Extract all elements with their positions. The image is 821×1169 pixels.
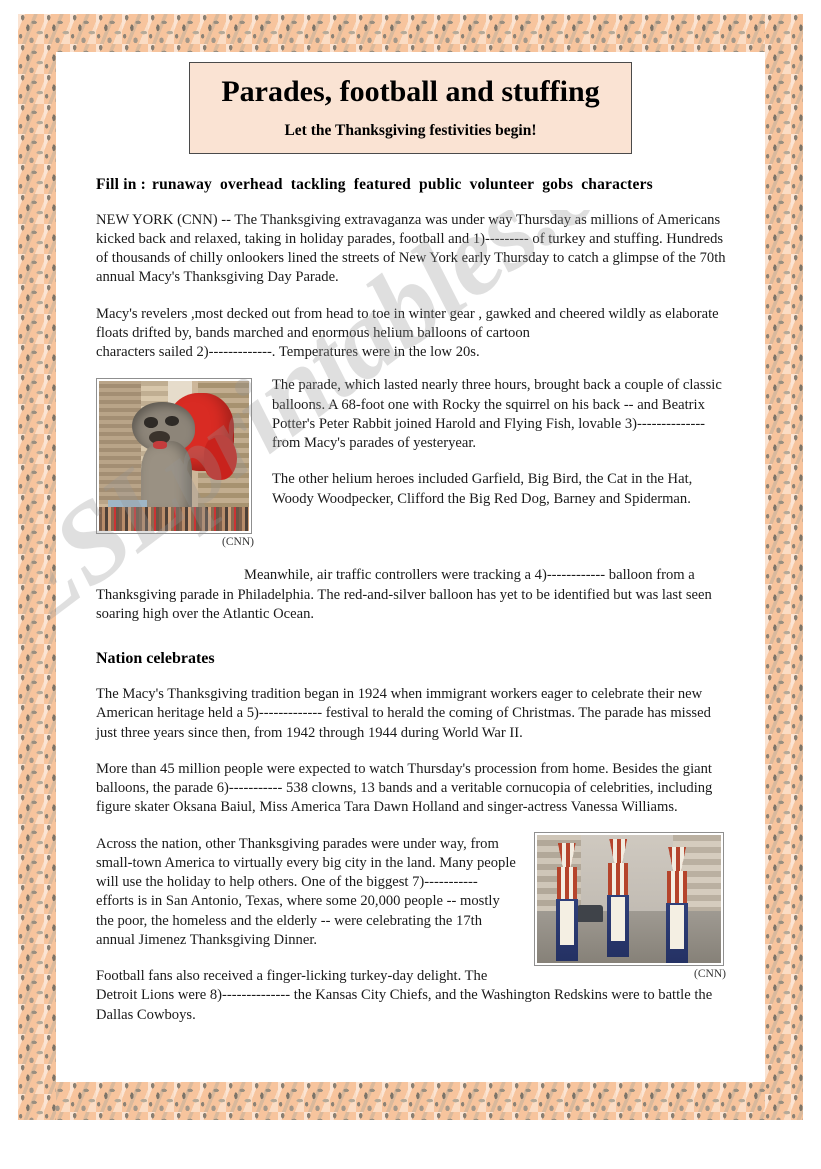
photo-dog-body	[141, 441, 192, 516]
word-bank	[96, 176, 730, 194]
figure-stilts-frame	[534, 832, 724, 966]
word-bank-item-8[interactable]: characters	[581, 175, 653, 193]
photo-building-left	[99, 381, 144, 504]
parade-balloon-photo	[99, 381, 249, 531]
photo-dog-eye-left	[144, 417, 158, 428]
figure-parade-balloon	[96, 378, 258, 548]
page-subtitle: Let the Thanksgiving festivities begin!	[284, 121, 537, 139]
word-bank-item-6[interactable]: volunteer	[469, 175, 535, 193]
photo-stilt-hat-3	[668, 847, 686, 873]
stilt-walkers-photo	[537, 835, 721, 963]
paragraph-5	[96, 566, 730, 624]
paragraph-9: Football fans also received a finger-licking turkey-day delight. The Detroit Lions were 8)-------------- the Kansas City Chiefs, and the Washington Redskins were to battle the Dallas Cowboys.	[96, 968, 713, 1023]
photo-stilt-hat-1	[558, 843, 576, 869]
photo-stilt-torso-1	[557, 867, 577, 901]
worksheet-content	[96, 62, 730, 1025]
word-bank-item-3[interactable]: tackling	[290, 175, 346, 193]
word-bank-item-4[interactable]: featured	[353, 175, 412, 193]
page-title: Parades, football and stuffing	[221, 75, 600, 108]
figure-stilt-walkers	[534, 832, 730, 980]
paragraph-1: NEW YORK (CNN) -- The Thanksgiving extravaganza was under way Thursday as millions of Americans kicked back and relaxed, taking in holiday parades, football and 1)--------- of turkey and stuffing. Hundreds of thousands of chilly onlookers lined the streets of New York early Thursday to catch a glimpse of the 70th annual Macy's Thanksgiving Day Parade.	[96, 211, 726, 286]
word-bank-item-2[interactable]: overhead	[220, 175, 283, 193]
paragraph-3: The parade, which lasted nearly three hours, brought back a couple of classic balloons. A 68-foot one with Rocky the squirrel on his back -- and Beatrix Potter's Peter Rabbit joined Harold and Flying Fish, lovable 3)-------------- from Macy's parades of yesteryear.	[272, 377, 722, 451]
paragraph-5-line-a: Meanwhile, air traffic controllers were tracking a 4)------------	[244, 567, 606, 584]
photo-dog-tongue	[153, 441, 167, 449]
photo-crowd	[99, 507, 249, 531]
word-bank-item-5[interactable]: public	[419, 175, 462, 193]
word-bank-item-1[interactable]: runaway	[152, 175, 212, 193]
title-box	[189, 62, 632, 154]
figure-balloon-frame	[96, 378, 252, 534]
photo-stilt-apron-2	[611, 897, 625, 941]
photo-stilt-apron-3	[670, 905, 684, 949]
figure-stilts-caption: (CNN)	[694, 967, 726, 980]
figure-balloon-caption: (CNN)	[222, 536, 254, 549]
photo-dog-eye-right	[165, 416, 179, 427]
paragraph-2	[96, 305, 730, 363]
paragraph-8: Across the nation, other Thanksgiving parades were under way, from small-town America to virtually every big city in the land. Many people will use the holiday to help others. One of the biggest 7)----------- efforts is in San Antonio, Texas, where some 20,000 people -- mostly the poor, the homeless and the elderly -- were celebrating the 17th annual Jimenez Thanksgiving Dinner.	[96, 835, 516, 948]
photo-red-balloon-ear	[204, 435, 237, 480]
paragraph-6: The Macy's Thanksgiving tradition began in 1924 when immigrant workers eager to celebrate their new American heritage held a 5)------------- festival to herald the coming of Christmas. The parade has missed just three years since then, from 1942 through 1944 during World War II.	[96, 686, 711, 741]
paragraph-4: The other helium heroes included Garfield, Big Bird, the Cat in the Hat, Woody Woodpecker, Clifford the Big Red Dog, Barney and Spiderman.	[272, 471, 693, 507]
photo-stilt-torso-2	[608, 863, 628, 897]
paragraph-7: More than 45 million people were expected to watch Thursday's procession from home. Besides the giant balloons, the parade 6)----------- 538 clowns, 13 bands and a veritable cornucopia of celebrities, including figure skater Oksana Baiul, Miss America Tara Dawn Holland and singer-actress Vanessa Williams.	[96, 760, 713, 816]
section-heading-nation-celebrates: Nation celebrates	[96, 650, 215, 667]
photo-stilt-walker-2	[603, 839, 633, 963]
word-bank-item-7[interactable]: gobs	[542, 175, 574, 193]
photo-stilt-walker-3	[662, 847, 692, 963]
paragraph-2-line-a: Macy's revelers ,most decked out from head to toe in winter gear , gawked and cheered wildly as elaborate floats drifted by, bands marched and enormous helium balloons of cartoon	[96, 305, 719, 341]
paragraph-5-line-b: balloon from a Thanksgiving parade in Philadelphia. The red-and-silver balloon has yet to be identified but was last seen soaring high over the Atlantic Ocean.	[96, 567, 712, 622]
word-bank-label: Fill in :	[96, 175, 147, 193]
photo-stilt-walker-1	[552, 843, 582, 963]
photo-stilt-apron-1	[560, 901, 574, 945]
photo-stilt-hat-2	[609, 839, 627, 865]
paragraph-2-line-b: characters sailed 2)-------------. Temperatures were in the low 20s.	[96, 344, 480, 360]
photo-stilt-torso-3	[667, 871, 687, 905]
